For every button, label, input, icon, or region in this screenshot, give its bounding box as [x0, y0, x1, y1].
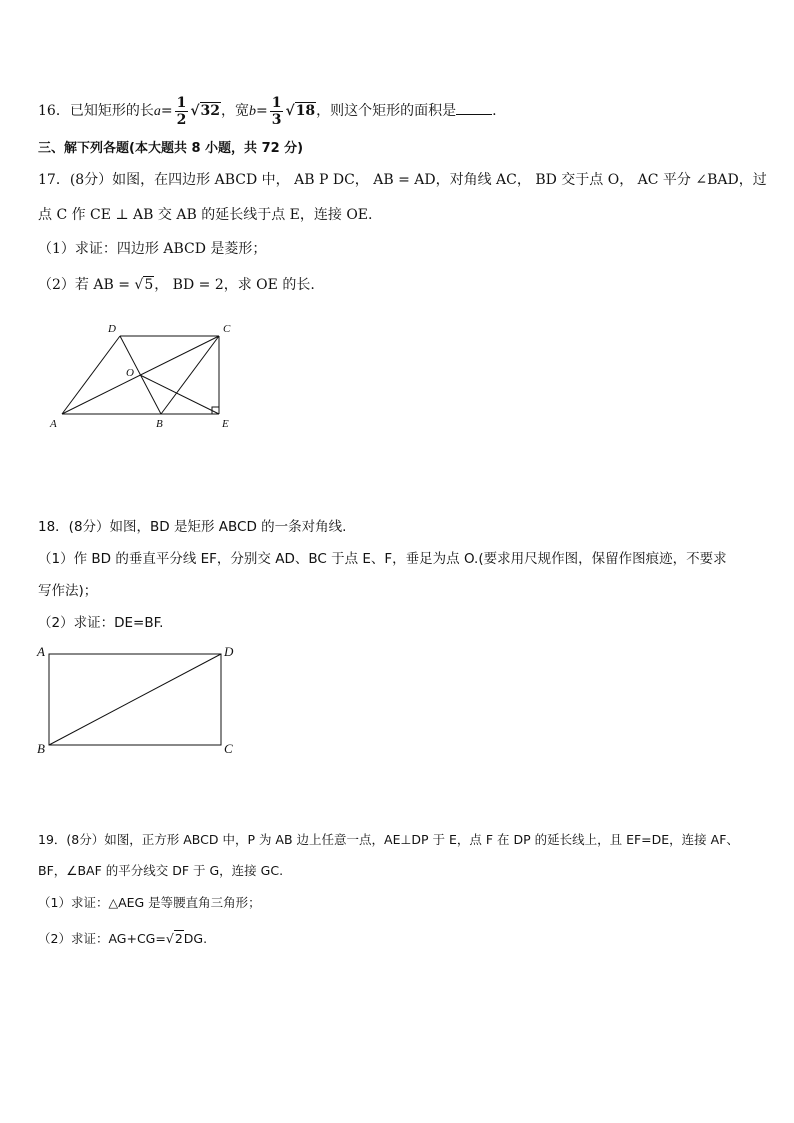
q17-sub2 [38, 275, 315, 295]
q18-line1: 18．(8分）如图，BD 是矩形 ABCD 的一条对角线. [38, 519, 347, 535]
question-16 [38, 93, 497, 129]
q19-sub2-post: DG. [183, 931, 208, 946]
q16-fraction-1 [175, 95, 189, 128]
q19-sub2-pre: （2）求证：AG+CG= [38, 931, 166, 946]
label-a: A [37, 644, 45, 659]
q18-figure [34, 643, 244, 758]
q19-line1: 19．(8分）如图，正方形 ABCD 中，P 为 AB 边上任意一点，AE⊥DP 于 E，点 F 在 DP 的延长线上，且 EF=DE，连接 AF、 [38, 832, 739, 847]
q18-sub2: （2）求证：DE=BF. [38, 615, 164, 631]
q16-frac2-den: 3 [271, 111, 282, 128]
section-3-heading: 三、解下列各题(本大题共 8 小题，共 72 分) [38, 141, 304, 156]
segment-bc [161, 336, 219, 414]
q17-line2: 点 C 作 CE ⊥ AB 交 AB 的延长线于点 E，连接 OE. [38, 207, 373, 223]
q17-sub2-post: ， BD = 2，求 OE 的长. [154, 277, 315, 293]
label-c: C [224, 741, 233, 756]
q16-radical-2: √18 [285, 103, 316, 119]
label-e: E [222, 418, 229, 430]
q19-sub2 [38, 929, 207, 949]
q16-rad1-arg: 32 [200, 103, 220, 119]
q17-line1: 17．(8分）如图，在四边形 ABCD 中， AB P DC， AB = AD，对角线 AC， BD 交于点 O， AC 平分 ∠BAD，过 [38, 172, 767, 188]
q16-rad2-arg: 18 [295, 103, 316, 119]
diagonal-bd [49, 654, 221, 745]
q19-sub1: （1）求证：△AEG 是等腰直角三角形； [38, 895, 261, 910]
q16-prefix: 16．已知矩形的长 [38, 103, 154, 119]
q16-eq2: = [256, 103, 268, 119]
q16-fraction-2 [270, 95, 284, 128]
q16-mid: ，宽 [221, 103, 249, 119]
q16-a-var: a [153, 104, 161, 119]
q16-frac1-den: 2 [176, 111, 187, 128]
label-b: B [37, 741, 45, 756]
q17-sub1: （1）求证：四边形 ABCD 是菱形； [38, 241, 267, 257]
segment-ad [62, 336, 120, 414]
q16-b-var: b [249, 104, 256, 119]
q16-answer-blank[interactable] [456, 100, 492, 115]
q19-sub2-rad-arg: 2 [174, 931, 183, 946]
label-o: O [126, 367, 134, 379]
q16-frac2-num: 1 [271, 94, 282, 111]
q18-sub1-line1: （1）作 BD 的垂直平分线 EF，分别交 AD、BC 于点 E、F，垂足为点 O.(要求用尺规作图，保留作图痕迹，不要求 [38, 551, 727, 567]
label-d: D [224, 644, 234, 659]
label-d: D [108, 323, 116, 335]
q16-eq1: = [160, 103, 173, 119]
q16-frac1-num: 1 [176, 94, 187, 111]
q19-sub2-radical: √2 [165, 931, 183, 946]
q17-sub2-pre: （2）若 AB = [38, 277, 135, 293]
segment-oe [140, 375, 219, 414]
q16-end: . [492, 103, 497, 119]
q17-figure [40, 318, 250, 433]
q17-sub2-radical: √5 [134, 277, 154, 293]
label-a: A [50, 418, 57, 430]
q16-suffix: ，则这个矩形的面积是 [316, 103, 457, 119]
label-b: B [156, 418, 163, 430]
q19-line2: BF，∠BAF 的平分线交 DF 于 G，连接 GC. [38, 863, 284, 878]
label-c: C [223, 323, 231, 335]
q17-sub2-rad-arg: 5 [144, 277, 154, 293]
q18-sub1-line2: 写作法)； [38, 583, 98, 599]
q16-radical-1: √32 [190, 103, 220, 119]
